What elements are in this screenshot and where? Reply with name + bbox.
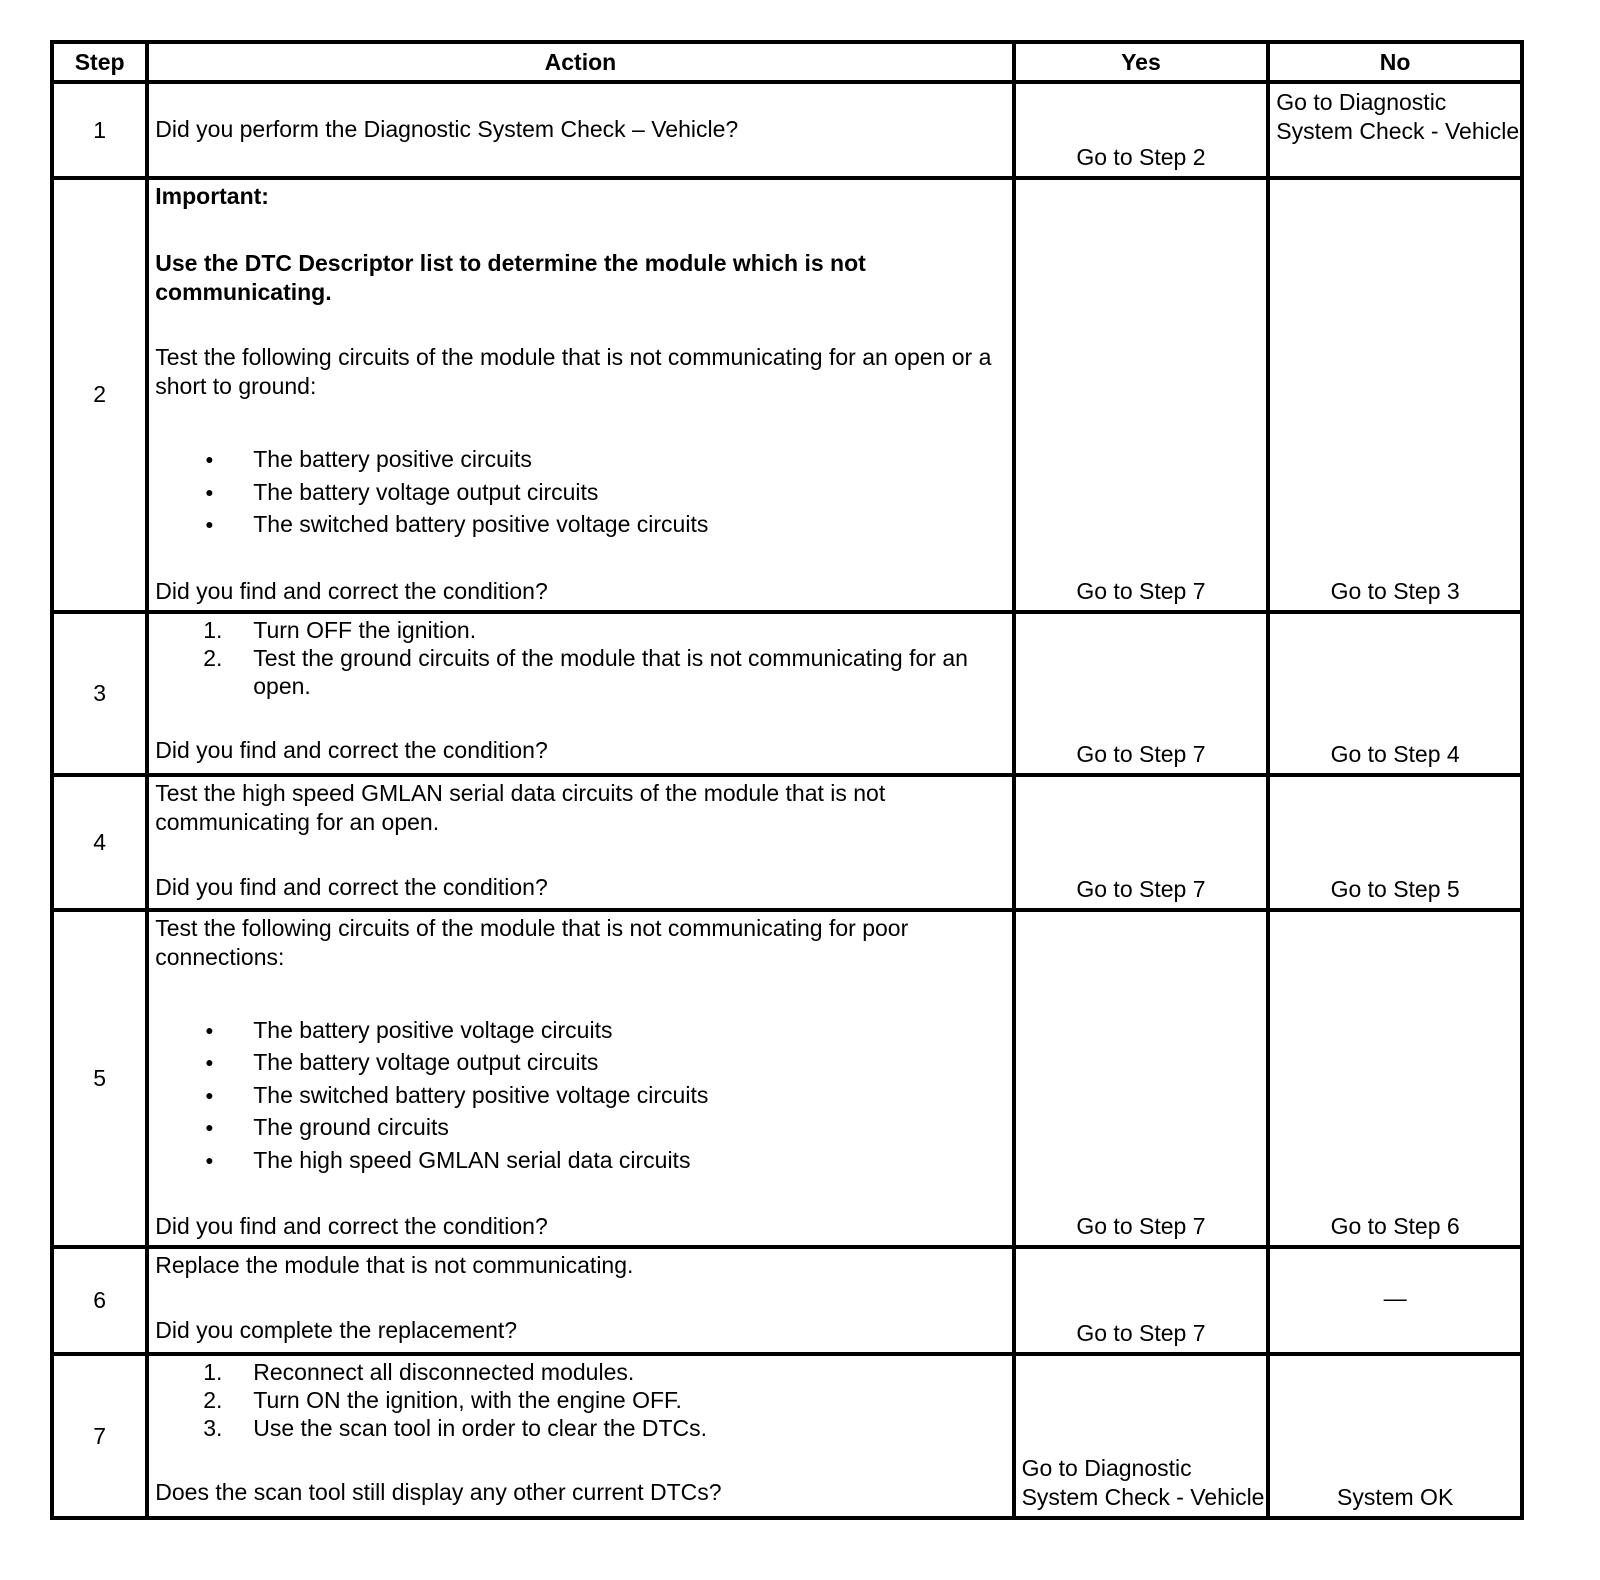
table-row [52,178,1522,612]
action-question: Did you find and correct the condition? [155,873,548,900]
list-item [203,1414,1005,1442]
table-row [52,612,1522,775]
list-item: ● The ground circuits [253,1111,1005,1144]
step-number: 7 [52,1354,147,1518]
action-question: Did you find and correct the condition? [155,577,548,604]
header-yes: Yes [1014,42,1269,82]
step-number: 5 [52,910,147,1248]
yes-cell: Go to Step 7 [1014,775,1269,910]
list-number: 3. [203,1415,223,1441]
yes-cell: Go to Step 7 [1014,1247,1269,1354]
action-cell [147,612,1013,775]
list-item [203,616,1005,644]
table-row [52,1354,1522,1518]
list-item: ● The switched battery positive voltage circuits [253,1079,1005,1112]
step-number: 3 [52,612,147,775]
no-cell: Go to Step 4 [1268,612,1522,775]
no-cell: Go to Step 6 [1268,910,1522,1248]
list-text: Turn OFF the ignition. [253,616,477,643]
yes-cell: Go to Step 7 [1014,910,1269,1248]
yes-cell: Go to Step 7 [1014,612,1269,775]
action-cell [147,82,1013,178]
diagnostic-table [50,40,1524,1520]
list-number: 1. [203,616,223,643]
numbered-list [155,1358,1005,1442]
table-row [52,775,1522,910]
action-question: Did you complete the replacement? [155,1317,518,1343]
action-cell [147,178,1013,612]
action-question: Did you find and correct the condition? [155,1213,548,1239]
yes-cell: Go to Step 2 [1014,82,1269,178]
list-number: 2. [203,1387,223,1413]
header-action: Action [147,42,1013,82]
action-intro: Replace the module that is not communicating. [155,1252,634,1278]
action-intro: Test the high speed GMLAN serial data circuits of the module that is not communicating for an open. [155,779,886,835]
action-question: Did you perform the Diagnostic System Check – Vehicle? [155,115,739,142]
action-cell [147,775,1013,910]
header-row [52,42,1522,82]
action-intro: Test the following circuits of the module that is not communicating for poor connections: [155,914,909,970]
list-item: ● The battery positive circuits [253,443,1005,476]
bullet-list [155,1014,1005,1177]
list-item: ● The battery voltage output circuits [253,1046,1005,1079]
no-cell: System OK [1268,1354,1522,1518]
action-cell [147,910,1013,1248]
list-number: 2. [203,644,223,671]
no-cell: Go to Step 5 [1268,775,1522,910]
table-row [52,910,1522,1248]
list-item [203,644,1005,700]
yes-cell: Go to Diagnostic System Check - Vehicle [1014,1354,1269,1518]
action-intro: Test the following circuits of the module that is not communicating for an open or a short to ground: [155,344,992,399]
bullet-list [155,443,1005,541]
list-item: ● The high speed GMLAN serial data circuits [253,1144,1005,1177]
no-cell: Go to Diagnostic System Check - Vehicle [1268,82,1522,178]
action-question: Did you find and correct the condition? [155,736,548,763]
list-item [203,1358,1005,1386]
yes-cell: Go to Step 7 [1014,178,1269,612]
table-row [52,1247,1522,1354]
list-item: ● The battery voltage output circuits [253,476,1005,509]
step-number: 4 [52,775,147,910]
no-cell: — [1268,1247,1522,1354]
action-cell [147,1354,1013,1518]
list-text: Test the ground circuits of the module that is not communicating for an open. [253,644,968,699]
step-number: 2 [52,178,147,612]
step-number: 6 [52,1247,147,1354]
action-question: Does the scan tool still display any other current DTCs? [155,1479,722,1505]
list-item: ● The battery positive voltage circuits [253,1014,1005,1047]
list-text: Use the scan tool in order to clear the DTCs. [253,1415,708,1441]
list-item: ● The switched battery positive voltage circuits [253,508,1005,541]
important-text: Use the DTC Descriptor list to determine the module which is not communicating. [155,250,866,305]
header-step: Step [52,42,147,82]
list-text: Reconnect all disconnected modules. [253,1359,635,1385]
list-item [203,1386,1005,1414]
step-number: 1 [52,82,147,178]
list-text: Turn ON the ignition, with the engine OFF. [253,1387,682,1413]
table-row [52,82,1522,178]
list-number: 1. [203,1359,223,1385]
header-no: No [1268,42,1522,82]
important-label: Important: [155,183,269,209]
no-cell: Go to Step 3 [1268,178,1522,612]
action-cell [147,1247,1013,1354]
numbered-list [155,616,1005,700]
